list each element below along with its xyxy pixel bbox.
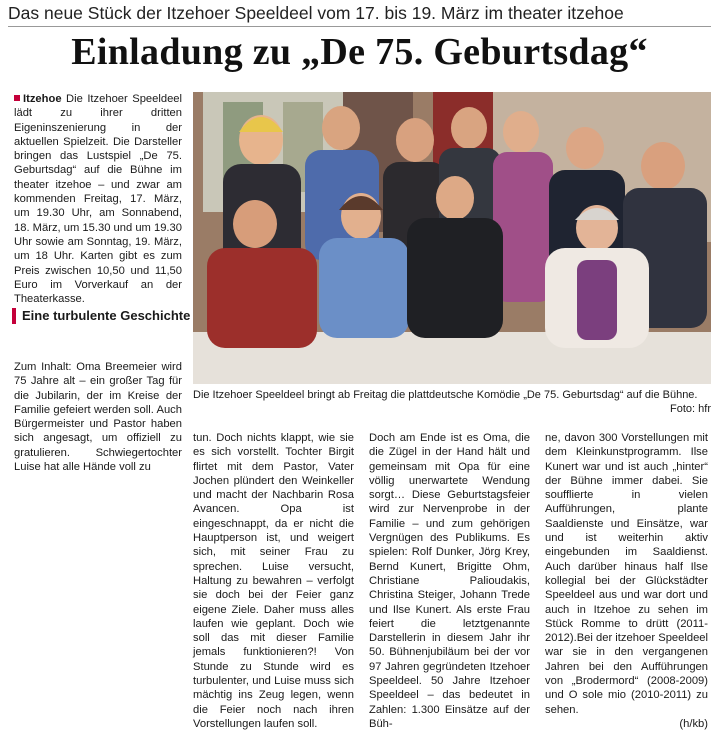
lead-text: Die Itzehoer Speeldeel lädt zu ihrer dritten Eigeninszenierung in der aktuellen Spielzeit. Die Darsteller bringen das Lustspiel „De 75. Geburtsdag“ auf die Bühne im theater itzehoe – und zwar am kommenden Freitag, 17. März, um 19.30 Uhr, am Sonnabend, 18. März, um 15.30 und um 19.30 Uhr sowie am Sonntag, 19. März, um 18 Uhr. Karten gibt es zum Preis zwischen 10,50 und 11,50 Euro im Vorverkauf an der Theaterkasse. bbox=[14, 93, 182, 306]
author-signature: (h/kb) bbox=[679, 717, 708, 730]
caption-text: Die Itzehoer Speeldeel bringt ab Freitag die plattdeutsche Komödie „De 75. Geburtsdag“ auf die Bühne. bbox=[193, 389, 698, 401]
lead-paragraph bbox=[14, 92, 182, 306]
group-photo bbox=[193, 92, 711, 384]
body-column-4-text: ne, davon 300 Vorstellungen mit dem Kleinkunstprogramm. Ilse Kunert war und ist auch „hinter“ der Bühne immer dabei. Sie soufflierte in vielen Aufführungen, plante Saaldienste und Einsätze, war und ist weiterhin aktiv eingebunden im Saaldienst. Auch darüber hinaus half Ilse kollegial bei der Glückstädter Speeldeel aus und war dort und auch in Itzehoe zu sehen im Stück Romme to drütt (2011-2012).Bei der itzehoer Speeldeel war sie in den vergangenen Jahren bei den Aufführungen von „Brodermord“ (2008-2009) und O sole mio (2010-2011) zu sehen. bbox=[545, 432, 708, 716]
red-square-marker bbox=[14, 95, 20, 101]
photo-credit: Foto: hfr bbox=[670, 403, 711, 415]
body-column-2: tun. Doch nichts klappt, wie sie es sich vorstellt. Tochter Birgit flirtet mit dem Pastor, Vater Jochen plündert den Weinkeller und macht der Nachbarin Rosa Avancen. Opa ist eingeschnappt, da er nicht die Hauptperson ist, und weigert sich, mit seiner Frau zu sprechen. Luise versucht, Haltung zu bewahren – verfolgt sie doch bei der Feier ganz eigene Ziele. Daher muss alles laufen wie geplant. Doch wie soll das mit dieser Familie jemals funktionieren?! Von Stunde zu Stunde wird es turbulenter, und Luise muss sich mächtig ins Zeug legen, wenn die Feier noch nach ihren Vorstellungen laufen soll. bbox=[193, 432, 354, 730]
dateline-place: Itzehoe bbox=[23, 93, 62, 105]
body-column-4 bbox=[545, 431, 708, 731]
body-column-3: Doch am Ende ist es Oma, die die Zügel in der Hand hält und gemeinsam mit Opa für eine völlig unerwartete Wendung sorgt… Diese Geburtstagsfeier wird zur Nervenprobe in der Familie – und zum gehörigen Vergnügen des Publikums. Es spielen: Rolf Dunker, Jörg Krey, Bernd Kunert, Brigitte Ohm, Christiane Palioudakis, Christina Steiger, Johann Trede und Ilse Kunert. Als erste Frau feiert die letztgenannte Darstellerin in diesem Jahr ihr 50. Bühnenjubiläum bei der vor 97 Jahren gegründeten Itzehoer Speeldeel. 50 Jahre Itzehoer Speeldeel – das bedeutet in Zahlen: 1.300 Einsätze auf der Büh- bbox=[369, 432, 530, 730]
kicker-line: Das neue Stück der Itzehoer Speeldeel vom 17. bis 19. März im theater itzehoe bbox=[8, 3, 711, 27]
body-column-1: Zum Inhalt: Oma Breemeier wird 75 Jahre alt – ein großer Tag für die Jubilarin, der im Kreise der Familie gefeiert werden soll. Auch Bürgermeister und Pastor haben sich angesagt, um offiziell zu gratulieren. Schwiegertochter Luise hat alle Hände voll zu bbox=[14, 361, 182, 474]
headline: Einladung zu „De 75. Geburtsdag“ bbox=[71, 31, 648, 73]
subheading: Eine turbulente Geschichte bbox=[12, 308, 192, 324]
photo-caption bbox=[193, 388, 711, 416]
group-photo-illustration bbox=[193, 92, 711, 384]
